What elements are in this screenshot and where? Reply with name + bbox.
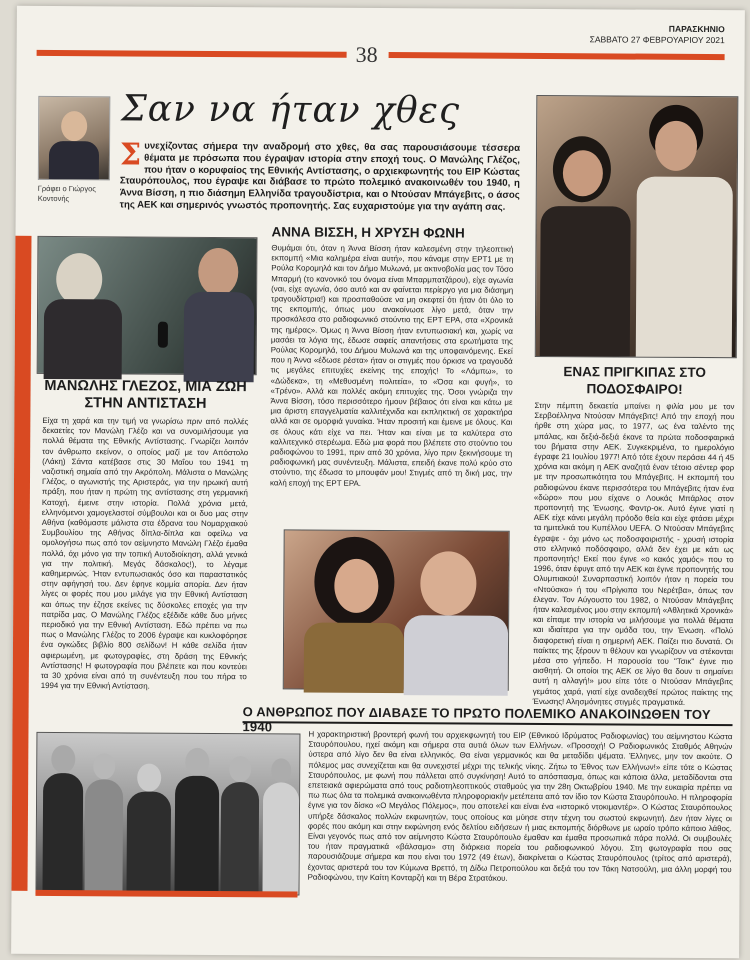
stavropoulos-title: Ο ΑΝΘΡΩΠΟΣ ΠΟΥ ΔΙΑΒΑΣΕ ΤΟ ΠΡΩΤΟ ΠΟΛΕΜΙΚΟ ΑΝΑΚΟΙΝΩΘΕΝ ΤΟΥ 1940 [242, 704, 711, 735]
bisi-studio-photo [283, 529, 510, 690]
page-headline: Σαν να ήταν χθες [121, 88, 461, 132]
author-caption: Γράφει ο Γιώργος Κοντονής [37, 183, 96, 204]
stavropoulos-text: Η χαρακτηριστική βροντερή φωνή του αρχιεκφωνητή του ΕΙΡ (Εθνικού Ιδρύματος Ραδιοφωνίας) του αείμνηστου Κώστα Σταυρόπουλου, ηχεί ακόμη και σήμερα στα αυτιά όλων των Ελλήνων. «Προσοχή! Ο Ραδιοφωνικός Σταθμός Αθηνών ύστερα από λίγο δεν θα είναι ελληνικός. Θα είναι γερμανικός και θα μεταδίδει ψέματα. Έλληνες, μην τον ακούτε. Ο πόλεμος μας συνεχίζεται και θα συνεχιστεί μέχρι της τελικής νίκης. Ζήτω το Έθνος των Ελλήνων!» είπε τότε ο Κώστας Σταυρόπουλος, με φωνή που πάλλεται από συγκίνηση! Αυτό το απόσπασμα, όπως και κάποια άλλα, μεταδίδονται στα επετειακά αφιερώματα από τους ραδιοτηλεοπτικούς σταθμούς για την 28η Οκτωβρίου 1940. Με την ευκαιρία πρέπει να πω πως όλα τα πολεμικά ανακοινωθέντα πληροφοριακήν μετέπειτα από τον ίδιο τον Κώστα Σταυρόπουλο. Η πληροφορία έγινε για τον δίσκο «Ο Μεγάλος Πόλεμος», που αποτελεί και είναι ένα «ιστορικό ντοκιμαντέρ». Ο Κώστας Σταυρόπουλος υπήρξε δάσκαλος πολλών εκφωνητών, τους οποίους και μύησε στην τέχνη του σωστού εκφωνητή. Δεν ήταν λίγες οι φορές που ακόμη και στην εκφώνηση ενός δελτίου ειδήσεων ή μιας εκπομπής διόρθωνε με ωραίο τρόπο κάποιο λάθος. Είναι γεγονός πως από τον αείμνηστο Κώστα Σταυρόπουλο έμαθαν και έμαθα προσωπικά πάρα πολλά. Οι συμβουλές του ήταν πραγματικά «βάλσαμο» στη διάρκεια πορεία του ραδιοφωνικού λόγου. Στη φωτογραφία που σας παρουσιάζουμε σήμερα και που είναι του 1972 (49 έτων), διακρίνεται ο Κώστας Σταυρόπουλος (τρίτος από αριστερά), έχοντας αριστερά του τον Κύμωνα Βρεττό, τη Δίδω Πετροπούλου και δεξιά του τον Τάκη Νατσούλη, μια άλλη μορφή του Ραδιοφώνου, την Καίτη Κονταρζή και τη Βέρα Στρατάκου. [307, 729, 733, 883]
publication-name: ΠΑΡΑΣΚΗΝΙΟ [668, 23, 725, 35]
newspaper-page [11, 6, 745, 958]
bottom-accent-bar [35, 890, 297, 898]
author-photo [38, 96, 111, 180]
side-accent-bar [11, 236, 31, 891]
page-number: 38 [355, 41, 378, 67]
bajevic-text: Στην πέμπτη δεκαετία μπαίνει η φιλία μου με τον Σερβοέλληνα Ντούσαν Μπάγεβιτς! Από την εποχή που ήρθε στη χώρα μας, το 1977, ως ένα ταλέντο της μπάλας, και δεξιά-δεξιά έκανε τα πρώτα ποδοσφαιρικά του βήματα στην ΑΕΚ. Συγκεκριμένα, το ημερολόγιο έγραφε 21 Ιουλίου 1977! Από τότε έχουν περάσει 44 ή 45 χρόνια και ακόμη η ΑΕΚ αναζητά έναν τέτοιο σέντερ φορ με την προσωπικότητα του Μπάγεβιτς. Η εκπομπή του ραδιοφώνου έκανε περισσότερα του Μπάγεβιτς ήταν ένα «δώρο» που μου είχανε ο Λουκάς Μπάρλος στον προπονητή της Ένωσης. Φαντρ-οκ. Αυτό έγινε γιατί η ΑΕΚ είχε κάνει μεγάλη πρόοδο θεία και είχε φτάσει μέχρι τα ημιτελικά του Κυπέλλου UEFA. Ο Ντούσαν Μπάγεβιτς έγραψε - όχι μόνο ως ποδοσφαιριστής - χρυσή ιστορία στο ελληνικό ποδόσφαιρο, αλλά δεν έχει με κάτι ως προπονητής! Εκεί που έγινε «ο κακός χαμός» που το 1996, όταν έφυγε από την ΑΕΚ και έγινε προπονητής του Ολυμπιακού! Συναρπαστική λοιπόν ήταν η πορεία του «Ντούσκο» ή του «Πρίγκιπα του Νερέτβα», όπως τον έλεγαν. Τον Αύγουστο του 1982, ο Ντούσαν Μπάγεβιτς ήταν καλεσμένος μου στην εκπομπή «Αθλητικά Χρονικά» και είπαμε την ιστορία να μιλήσουμε για πολλά θέματα και ιδιαίτερα για την ομάδα του, την Ένωση. «Πολύ διαφορετική είναι η σημερινή ΑΕΚ. Παίζει πιο δυνατά. Οι παίκτες της ξέρουν τι θέλουν και γνωρίζουν να στέκονται μέσα στο γήπεδο. Η παρουσία του "Τσικ" έγινε πιο αισθητή. Οι οποίοι της ΑΕΚ σε λίγο θα δουν τι σημαίνει αυτή η αλλαγή!» μου είπε τότε ο Ντούσαν Μπάγεβιτς γεμάτος χαρά, γιατί είχε αναδειχθεί πρώτος παίκτης της Ένωσης! Αλησμόνητες στιγμές πραγματικά. [532, 400, 735, 707]
publication-header [590, 23, 725, 46]
glezos-title: ΜΑΝΩΛΗΣ ΓΛΕΖΟΣ, ΜΙΑ ΖΩΗ ΣΤΗΝ ΑΝΤΙΣΤΑΣΗ [44, 377, 247, 412]
glezos-text: Είχα τη χαρά και την τιμή να γνωρίσω πριν από πολλές δεκαετίες τον Μανώλη Γλέζο και να συνομιλήσουμε για πολλά θέματα της Εθνικής Αντίστασης. Γνωρίζει λοιπόν τον άνθρωπο εκείνον, ο οποίος μαζί με τον Απόστολο (Λάκη) Σάντα κατέβασε στις 30 Μαΐου του 1941 τη ναζιστική σημαία από την Ακρόπολη. Μάλιστα ο Μανώλης Γλέζος, ο αγωνιστής της Αριστεράς, για την ηρωική αυτή πράξη, που ήταν η πρώτη της αντίστασης στη γερμανική Κατοχή, έμεινε στην ιστορία. Πολλά χρόνια μετά, ελληνόμενοι χαμογελαστοί σύμβουλοι και οι δυο μας στην Αθήνα (καθόμαστε μάλιστα στα έδρανα του Νομαρχιακού Συμβουλίου της Αθήνας δίπλα-δίπλα και οφείλω να ομολογήσω πως από τον αείμνηστο Μανώλη Γλέζο έμαθα πολλά, όχι μόνο για την τοπική Αυτοδιοίκηση, αλλά γενικά για την πολιτική. Μεγάς δάσκαλος!), το λέγαμε καθημερινώς. Ήταν εντυπωσιακός όσο και παραστατικός στην αφήγησή του. Δεν έφηνε κομμία απορία. Δεν ήταν λίγες οι φορές που μου μιλάγε για την Εθνική Αντίσταση και όπως την έζησε εκείνες τις δύσκολες εποχές για την πατρίδα μας. Ο Μανώλης Γλέζος εξέδιδε κάθε δυο μήνες περιοδικό για την Εθνική Αντίσταση. Εδώ πρέπει να πω πως ο Μανώλης Γλέζος το 2006 έγραψε και κυκλοφόρησε ένα ογκώδες βιβλίο 800 σελίδων! Η κάθε σελίδα ήταν αφιερωμένη, με φωτογραφίες, στη δράση της Εθνικής Αντίστασης! Η φωτογραφία που βλέπετε και που κοντεύει τα 30 χρόνια είναι από τη συνέντευξη που του πήρα το 1994 για την Εθνική Αντίσταση. [40, 415, 249, 691]
intro-paragraph [119, 137, 521, 213]
bajevic-photo [535, 95, 739, 358]
glezos-interview-photo [37, 236, 258, 375]
drop-cap: Σ [119, 137, 142, 173]
top-rule-right [389, 52, 725, 60]
bisi-text: Θυμάμαι ότι, όταν η Άννα Βίσση ήταν καλεσμένη στην τηλεοπτική εκπομπή «Μια καλημέρα είναι αυτή», που κάναμε στην ΕΡΤ1 με τη Ρούλα Κορομηλά και τον Δήμο Μυλωνά, με ακτινοβολία μας τον Τόσο Μπαρμή (το κανονικό του όνομα είναι Μπαρμπατζάρου), είχε αγωνία (ναι, είχε αγωνία, όσο αυτό και αν φαίνεται περίεργο για μια διάσημη τραγουδίστρια!) και προσπαθούσε να μη σκεφτεί ότι ήταν ότι όλο το της εκπομπής, όπως μου ανακοίνωσε λίγο μετά, όταν την προσκάλεσα στο ραδιοφωνικό στούντιο της ΕΡΤ ΕΡΑ, στα «Χρονικά της ημέρας». Όμως η Άννα Βίσση ήταν εντυπωσιακή και, χωρίς να μασάει τα λόγια της, έδωσε σαφείς απαντήσεις στα ερωτήματα της Ρούλας Κορομηλά, του Δήμου Μυλωνά και της υποφαινόμενης. Εκεί που η Άννα «έδωσε ρέστα» ήταν οι στιγμές που όρκισε να τραγουδά τις μεγάλες επιτυχίες εκείνης της εποχής! Το «Λάμπω», το «Δώδεκα», τη «Μεθυσμένη πολιτεία», το «Όσα και φυγή», το «Τρένο». Αλλά και πολλές ακόμη επιτυχίες της. Όσοι γνώριζα την Άννα Βίσση, τόσο περισσότερο ήμουν βέβαιος ότι είναι και κάτω με μια άριστη επαγγελματία καλλιτέχνιδα και εκπληκτική σε χαρακτήρα αλλά και σε ομορφιά γυναίκα. Ήταν προσιτή και έμεινε με όλους. Και σε όλους κάτι είχε να πει. Ήταν και είναι με τα καλύτερα στο καλλιτεχνικό στερέωμα. Εδώ μια φορά που βλέπετε στο στούντιο του ραδιοφώνου το 1991, πριν από 30 χρόνια, λίγο πριν ξεκινήσουμε τη ραδιοφωνική μας συνέντευξη. Μάλιστα, επειδή έκανε πολύ κρύο στο στούντιο, της έδωσα το μπουφάν μου! Στιγμές από τη δική μας, την καλή εποχή της ΕΡΤ ΕΡΑ. [269, 243, 514, 488]
intro-text: υνεχίζοντας σήμερα την αναδρομή στο χθες, θα σας παρουσιάσουμε τέσσερα θέματα με πρόσωπα που έγραψαν ιστορία στην εποχή τους. Ο Μανώλης Γλέζος, που ήταν ο κορυφαίος της Εθνικής Αντίστασης, ο αρχιεκφωνητής του ΕΙΡ Κώστας Σταυρόπουλος, που έγραψε και διάβασε το πρώτο πολεμικό ανακοινωθέν του 1940, η Άννα Βίσση, η πιο διάσημη Ελληνίδα τραγουδίστρια, και ο Ντούσαν Μπάγεβιτς, ο άσος της ΑΕΚ και σημερινός γνωστός προπονητής. Σας ευχαριστούμε για την αγάπη σας. [119, 140, 521, 213]
stavropoulos-group-photo [35, 732, 300, 896]
publication-date: ΣΑΒΒΑΤΟ 27 ΦΕΒΡΟΥΑΡΙΟΥ 2021 [589, 34, 725, 46]
top-rule-left [37, 50, 347, 58]
bisi-title: ΑΝΝΑ ΒΙΣΣΗ, Η ΧΡΥΣΗ ΦΩΝΗ [271, 224, 465, 241]
bajevic-title: ΕΝΑΣ ΠΡΙΓΚΙΠΑΣ ΣΤΟ ΠΟΔΟΣΦΑΙΡΟ! [563, 364, 706, 397]
